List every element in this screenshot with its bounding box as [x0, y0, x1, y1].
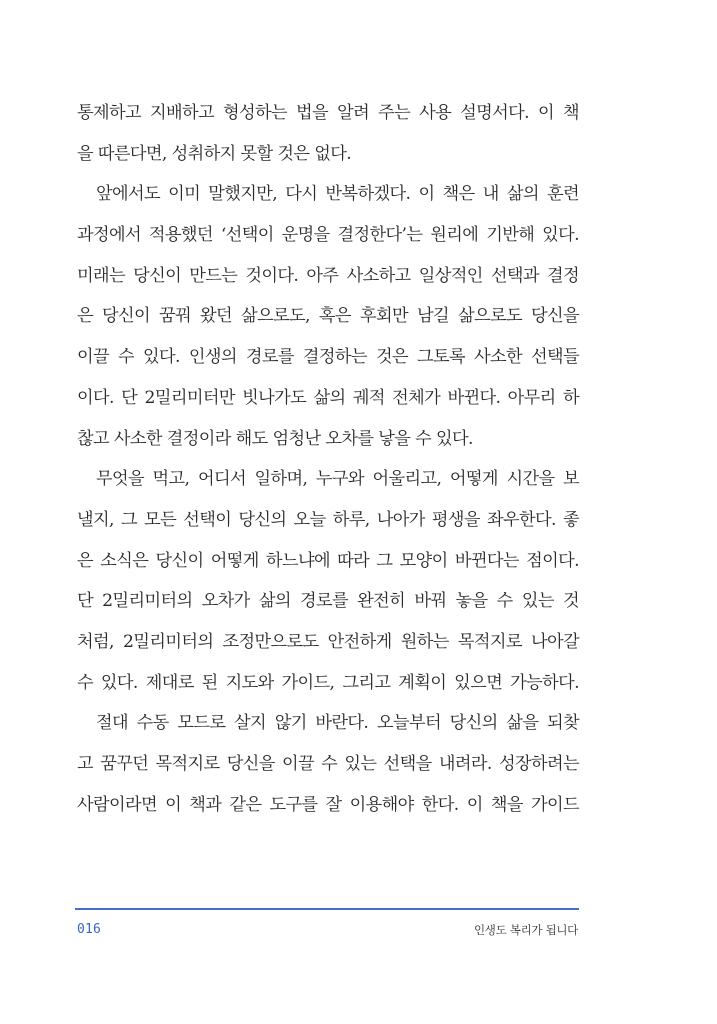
text-line: 은 당신이 꿈꿔 왔던 삶으로도, 혹은 후회만 남길 삶으로도 당신을 [77, 306, 579, 327]
page-number: 016 [77, 922, 102, 937]
text-line: 고 꿈꾸던 목적지로 당신을 이끌 수 있는 선택을 내려라. 성장하려는 [77, 754, 579, 774]
text-line: 과정에서 적용했던 ‘선택이 운명을 결정한다’는 원리에 기반해 있다. [77, 225, 579, 246]
text-line: 이다. 단 2밀리미터만 빗나가도 삶의 궤적 전체가 바뀐다. 아무리 하 [77, 387, 579, 408]
running-title: 인생도 복리가 됩니다 [474, 923, 578, 937]
text-line: 앞에서도 이미 말했지만, 다시 반복하겠다. 이 책은 내 삶의 훈련 [96, 184, 579, 205]
text-line: 통제하고 지배하고 형성하는 법을 알려 주는 사용 설명서다. 이 책 [77, 103, 579, 123]
text-line: 미래는 당신이 만드는 것이다. 아주 사소하고 일상적인 선택과 결정 [77, 265, 579, 286]
text-line: 단 2밀리미터의 오차가 삶의 경로를 완전히 바꿔 놓을 수 있는 것 [77, 591, 579, 612]
text-line: 찮고 사소한 결정이라 해도 엄청난 오차를 낳을 수 있다. [77, 428, 473, 449]
text-line: 사람이라면 이 책과 같은 도구를 잘 이용해야 한다. 이 책을 가이드 [77, 794, 579, 815]
footer-divider [75, 908, 579, 910]
text-line: 은 소식은 당신이 어떻게 하느냐에 따라 그 모양이 바뀐다는 점이다. [77, 550, 579, 571]
text-line: 무엇을 먹고, 어디서 일하며, 누구와 어울리고, 어떻게 시간을 보 [96, 469, 579, 490]
text-line: 을 따른다면, 성취하지 못할 것은 없다. [77, 143, 352, 164]
text-line: 절대 수동 모드로 살지 않기 바란다. 오늘부터 당신의 삶을 되찾 [96, 713, 579, 734]
text-line: 이끌 수 있다. 인생의 경로를 결정하는 것은 그토록 사소한 선택들 [77, 347, 579, 368]
text-line: 수 있다. 제대로 된 지도와 가이드, 그리고 계획이 있으면 가능하다. [77, 672, 579, 693]
text-line: 처럼, 2밀리미터의 조정만으로도 안전하게 원하는 목적지로 나아갈 [77, 631, 579, 652]
body-text [77, 93, 579, 825]
text-line: 낼지, 그 모든 선택이 당신의 오늘 하루, 나아가 평생을 좌우한다. 좋 [77, 509, 579, 530]
